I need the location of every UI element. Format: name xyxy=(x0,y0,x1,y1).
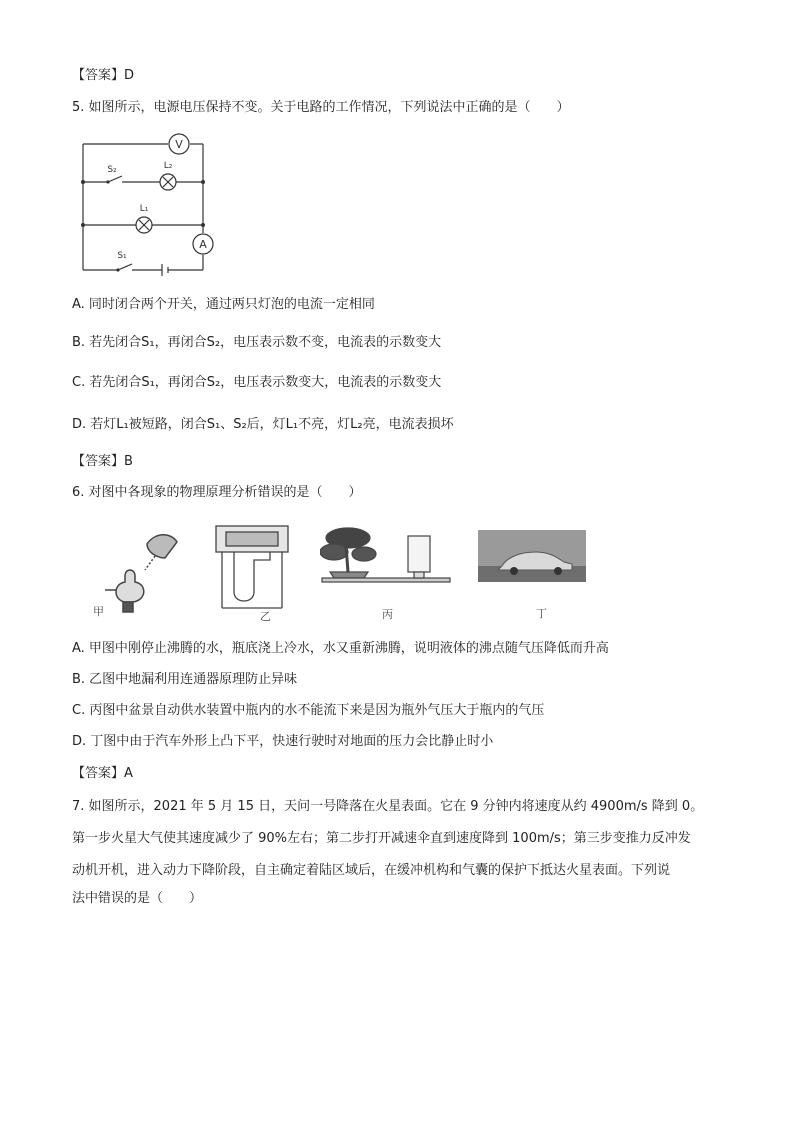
q6-option-b: B. 乙图中地漏利用连通器原理防止异味 xyxy=(72,672,298,687)
question-5-stem: 5. 如图所示，电源电压保持不变。关于电路的工作情况，下列说法中正确的是（ ） xyxy=(72,100,570,115)
q6-option-a: A. 甲图中刚停止沸腾的水，瓶底浇上冷水，水又重新沸腾，说明液体的沸点随气压降低而升高 xyxy=(72,641,609,656)
answer-value: B xyxy=(124,454,133,469)
figure-ding-car xyxy=(478,530,588,625)
q5-option-c: C. 若先闭合S₁，再闭合S₂，电压表示数变大，电流表的示数变大 xyxy=(72,375,442,390)
question-6-stem: 6. 对图中各现象的物理原理分析错误的是（ ） xyxy=(72,485,362,500)
answer-label: 【答案】 xyxy=(72,454,125,469)
lamp-l1-label: L₁ xyxy=(139,204,149,214)
figure-label-bing: 丙 xyxy=(382,608,393,621)
figure-label-jia: 甲 xyxy=(93,605,104,618)
circuit-diagram xyxy=(78,130,228,278)
q5-option-b: B. 若先闭合S₁，再闭合S₂，电压表示数不变，电流表的示数变大 xyxy=(72,335,442,350)
answer-label: 【答案】 xyxy=(72,766,125,781)
question-7-line-1: 7. 如图所示，2021 年 5 月 15 日，天问一号降落在火星表面。它在 9 分钟内将速度从约 4900m/s 降到 0。 xyxy=(72,799,704,814)
figure-label-yi: 乙 xyxy=(260,610,271,623)
answer-q4 xyxy=(72,66,134,86)
q6-option-c: C. 丙图中盆景自动供水装置中瓶内的水不能流下来是因为瓶外气压大于瓶内的气压 xyxy=(72,703,545,718)
q6-option-d: D. 丁图中由于汽车外形上凸下平，快速行驶时对地面的压力会比静止时小 xyxy=(72,734,494,749)
question-7-line-2: 第一步火星大气使其速度减少了 90%左右；第二步打开减速伞直到速度降到 100m/s；第三步变推力反冲发 xyxy=(72,831,691,846)
switch-s1-label: S₁ xyxy=(117,251,127,261)
ammeter-label: A xyxy=(199,238,207,251)
figure-bing-bonsai-water-supply xyxy=(320,522,460,622)
question-7-line-4: 法中错误的是（ ） xyxy=(72,891,203,906)
figure-jia-boiling-flask xyxy=(85,518,195,618)
figure-label-ding: 丁 xyxy=(536,607,547,620)
answer-q5 xyxy=(72,452,133,472)
voltmeter-label: V xyxy=(175,138,183,151)
lamp-l2-label: L₂ xyxy=(163,161,173,171)
q5-option-d: D. 若灯L₁被短路，闭合S₁、S₂后，灯L₁不亮，灯L₂亮，电流表损坏 xyxy=(72,417,454,432)
question-7-line-3: 动机开机，进入动力下降阶段，自主确定着陆区域后，在缓冲机构和气囊的保护下抵达火星表面。下列说 xyxy=(72,863,671,878)
figure-yi-floor-drain xyxy=(212,520,302,624)
switch-s2-label: S₂ xyxy=(107,165,117,175)
answer-q6 xyxy=(72,764,133,784)
answer-value: A xyxy=(124,766,133,781)
answer-value: D xyxy=(124,68,135,83)
q5-option-a: A. 同时闭合两个开关，通过两只灯泡的电流一定相同 xyxy=(72,297,375,312)
answer-label: 【答案】 xyxy=(72,68,125,83)
